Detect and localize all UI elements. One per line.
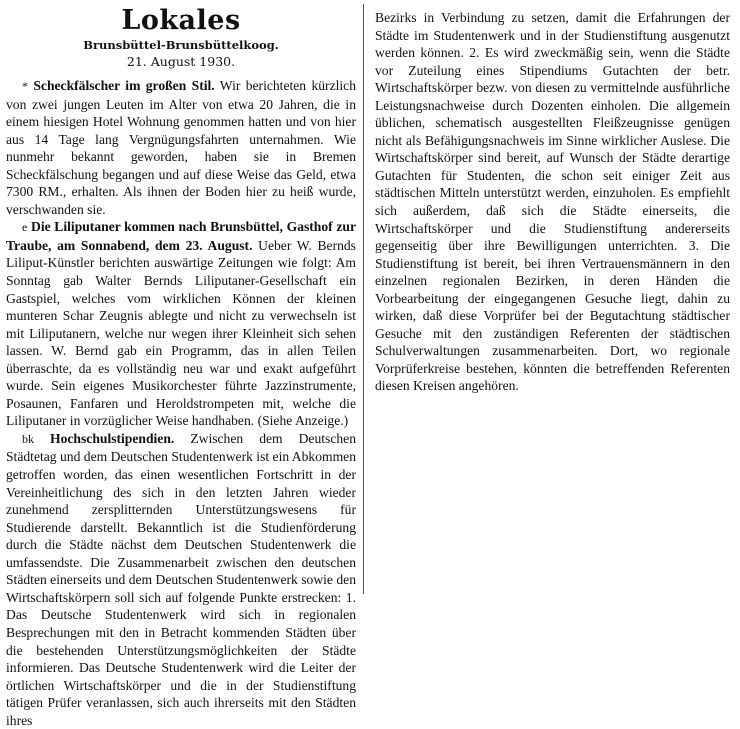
article-headline: Die Liliputaner kommen nach Brunsbüttel, Gasthof zur Traube, am Sonnabend, dem 23. August.	[6, 219, 356, 253]
article-liliputaner	[6, 218, 356, 430]
section-title: Lokales	[121, 5, 241, 36]
article-hochschulstipendien-continued	[375, 9, 730, 395]
dateline-place: Brunsbüttel-Brunsbüttelkoog.	[83, 38, 279, 52]
column-divider	[363, 4, 364, 594]
section-masthead	[6, 6, 356, 70]
left-column	[6, 0, 356, 729]
article-marker: *	[22, 79, 28, 93]
article-body: Wir berichteten kürzlich von zwei jungen Leuten im Alter von etwa 20 Jahren, die in einem hiesigen Hotel Wohnung genommen hatten und von hier aus 14 Tage lang Vergnügungsfahrten unternahmen. Wie nunmehr bekannt geworden, haben sie in Bremen Scheckfälschung begangen und auf diese Weise das Geld, etwa 7300 RM., erhalten. Als ihnen der Boden hier zu heiß wurde, verschwanden sie.	[6, 78, 356, 217]
article-body: Zwischen dem Deutschen Städtetag und dem Deutschen Studentenwerk ist ein Abkommen getroffen worden, das einen wesentlichen Fortschritt in der Vereinheitlichung des sich in den letzten Jahren wieder zunehmend zersplitternden Unterstützungswesens für Studierende darstellt. Bekanntlich ist die Studienförderung durch die Städte nächst dem Deutschen Studentenwerk die umfassendste. Die Zusammenarbeit zwischen den deutschen Städten einerseits und dem Deutschen Studentenwerk sowie den Wirtschaftskörpern soll sich auf folgende Punkte erstrecken: 1. Das Deutsche Studentenwerk wird sich in regionalen Besprechungen mit den in Betracht kommenden Städten über die bestehenden Unterstützungsmöglichkeiten der Städte informieren. Das Deutsche Studentenwerk wird die Leiter der örtlichen Wirtschaftskörper und die in der Studienstiftung tätigen Prüfer veranlassen, sich auch ihrerseits mit den Städten ihres	[6, 430, 356, 728]
article-body: Ueber W. Bernds Liliput-Künstler berichten auswärtige Zeitungen wie folgt: Am Sonntag gab Walter Bernds Liliputaner-Gesellschaft ein Gastspiel, welches vom wirklichen Können der kleinen munteren Schar Zeugnis ablegte und nicht zu verwechseln ist mit Liliputanern, welche nur wegen ihrer Kleinheit sich sehen lassen. W. Bernd gab ein Programm, das in allen Teilen überraschte, da es vollständig neu war und exakt aufgeführt wurde. Sein eigenes Musikorchester führte Jazzinstrumente, Posaunen, Fanfaren und Heroldstrompeten mit, welche die Liliputaner in vorzüglicher Weise handhaben. (Siehe Anzeige.)	[6, 237, 356, 429]
article-continuation	[375, 9, 730, 395]
article-marker: bk	[22, 431, 34, 446]
article-body-continued: Bezirks in Verbindung zu setzen, damit die Erfahrungen der Städte im Studentenwerk und in der Studienstiftung ausgenutzt werden können. 2. Es wird zweckmäßig sein, wenn die Städte vor Zuteilung eines Stipendiums Gutachten der betr. Wirtschaftskörper bezw. von diesen zu vermittelnde ausführliche Leistungsnachweise durch Dozenten einholen. Die allgemein üblichen, schematisch ausgestellten Fleißzeugnisse genügen nicht als Befähigungsnachweis im Sinne wirklicher Auslese. Die Wirtschaftskörper sind bereit, auf Wunsch der Städte derartige Gutachten für Studenten, die schon seit einiger Zeit aus städtischen Mitteln unterstützt werden, einzuholen. Es empfiehlt sich außerdem, daß sich die Städte einerseits, die Wirtschaftskörper und die Studienstiftung andererseits gegenseitig über ihre Bewilligungen unterrichten. 3. Die Studienstiftung ist bereit, bei ihren Vertrauensmännern in den einzelnen regionalen Bezirken, in deren Händen die Vorbearbeitung der eingegangenen Gesuche liegt, dahin zu wirken, daß diese Vorprüfer bei der Begutachtung städtischer Gesuche mit den zuständigen Referenten der städtischen Schulverwaltungen zusammenarbeiten. Dort, wo regionale Vorprüferkreise bestehen, könnten die betreffenden Referenten diesen Kreisen angehören.	[375, 10, 730, 394]
article-hochschulstipendien	[6, 430, 356, 729]
right-column	[375, 0, 730, 395]
article-scheckfaelscher	[6, 77, 356, 218]
dateline-date: 21. August 1930.	[126, 54, 236, 69]
article-list-left	[6, 77, 356, 729]
article-marker: e	[22, 220, 28, 235]
article-headline: Scheckfälscher im großen Stil.	[33, 78, 215, 93]
article-headline: Hochschulstipendien.	[50, 430, 175, 446]
